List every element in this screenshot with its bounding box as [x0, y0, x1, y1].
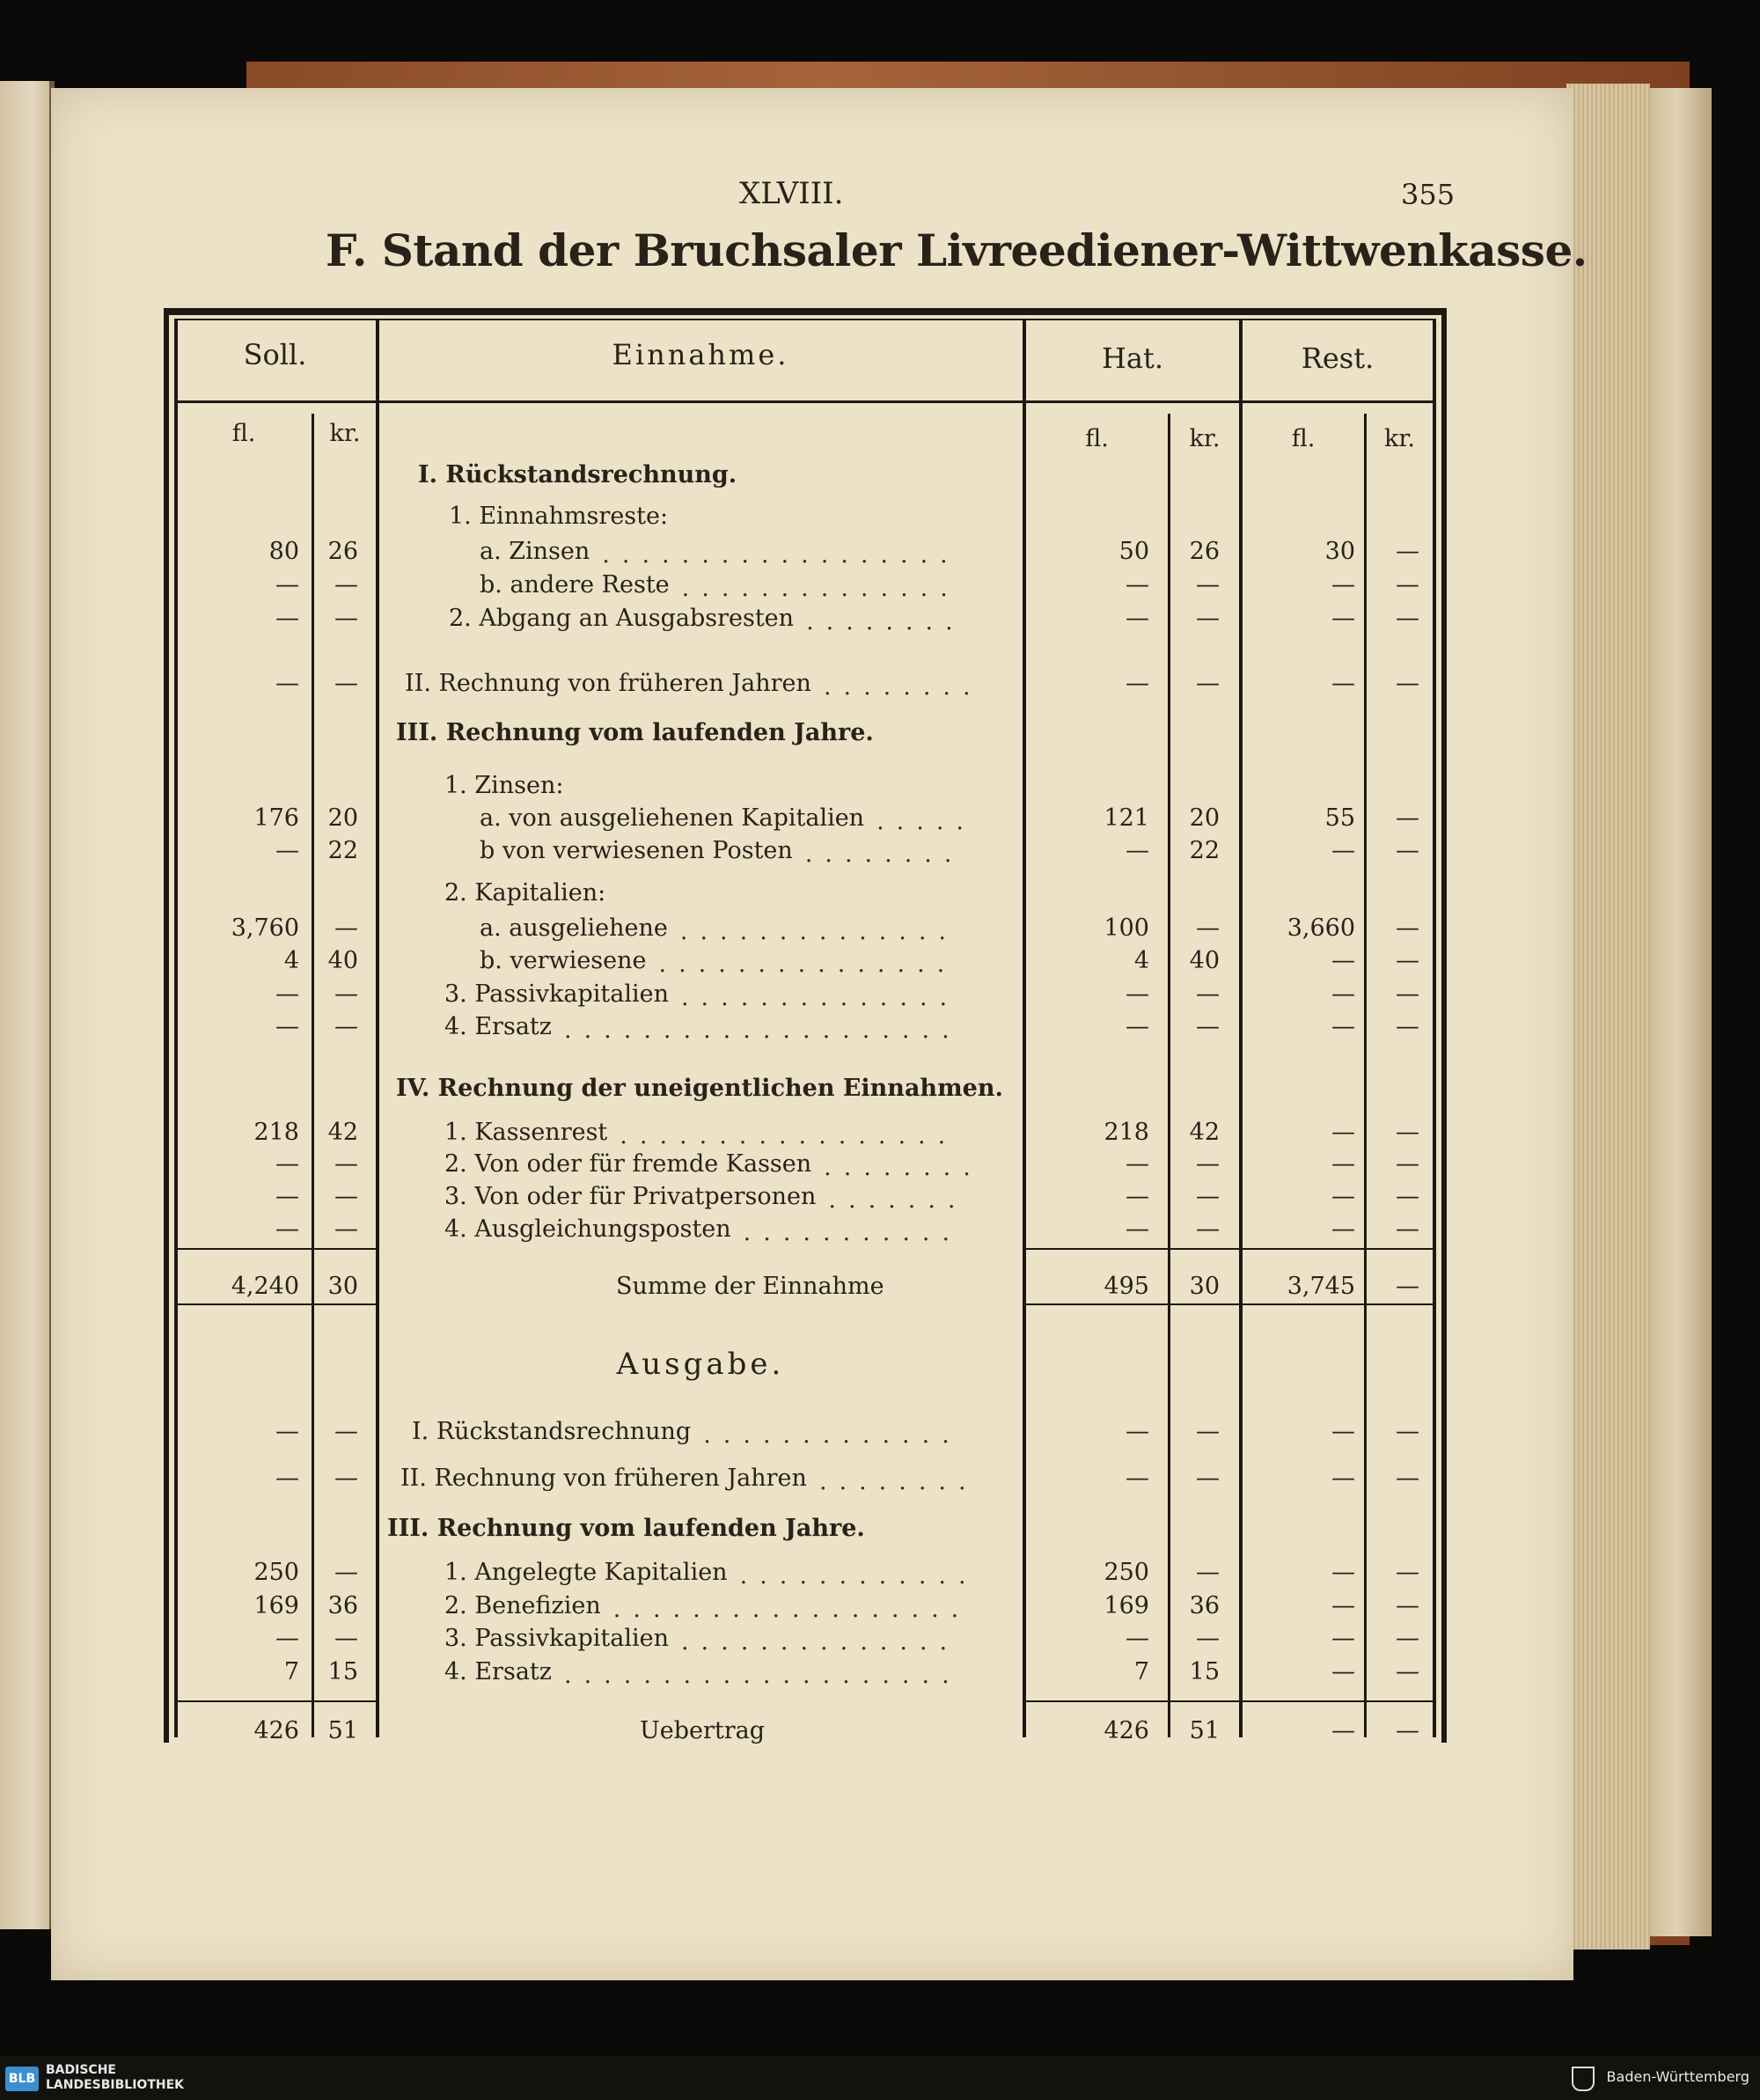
ausgabe-row-3-h-fl: 250	[1104, 1559, 1149, 1586]
ausgabe-row-4-s-fl: 169	[253, 1592, 299, 1619]
ausgabe-row-1-s-fl: —	[275, 1465, 299, 1492]
row-12-s-kr: 40	[327, 947, 358, 974]
row-12-leader: ...............	[658, 951, 957, 978]
row-5-r-fl: —	[1331, 670, 1355, 697]
ausgabe-row-1-s-kr: —	[334, 1465, 358, 1492]
carry-row-h-kr: 51	[1189, 1717, 1220, 1744]
row-16-h-fl: 218	[1104, 1119, 1149, 1146]
ausgabe-row-6-leader: ....................	[564, 1662, 962, 1689]
ausgabe-row-6-label: 4. Ersatz	[444, 1658, 552, 1685]
ausgabe-row-1-leader: ........	[818, 1468, 979, 1495]
row-9-r-fl: —	[1331, 837, 1355, 864]
row-4-label: 2. Abgang an Ausgabsresten	[449, 605, 795, 632]
row-12-r-kr: —	[1396, 947, 1419, 974]
row-18-leader: .......	[828, 1186, 968, 1214]
row-14-label: 4. Ersatz	[444, 1013, 552, 1040]
row-3-s-fl: —	[275, 571, 299, 598]
library-name: BADISCHE LANDESBIBLIOTHEK	[46, 2063, 185, 2092]
ausgabe-row-1-r-fl: —	[1331, 1465, 1355, 1492]
row-2-h-kr: 26	[1189, 538, 1220, 565]
row-16-h-kr: 42	[1189, 1119, 1220, 1146]
row-9-h-kr: 22	[1189, 837, 1220, 864]
ausgabe-row-6-h-kr: 15	[1189, 1658, 1220, 1685]
row-12-s-fl: 4	[283, 947, 299, 974]
row-13-s-fl: —	[275, 980, 299, 1008]
row-13-label: 3. Passivkapitalien	[444, 980, 669, 1008]
row-16-r-kr: —	[1396, 1119, 1419, 1146]
sum-row-s-kr: 30	[327, 1273, 358, 1300]
ausgabe-row-3-s-fl: 250	[253, 1559, 299, 1586]
row-2-r-kr: —	[1396, 538, 1419, 565]
row-8-leader: .....	[876, 808, 976, 835]
row-19-s-fl: —	[275, 1215, 299, 1243]
row-2-leader: ..................	[602, 541, 960, 569]
row-11-leader: ..............	[679, 918, 959, 945]
row-4-r-fl: —	[1331, 605, 1355, 632]
col-soll-fl: fl.	[231, 420, 256, 447]
row-14-r-kr: —	[1396, 1013, 1419, 1040]
col-rest: Rest.	[1301, 341, 1375, 375]
row-3-r-kr: —	[1396, 571, 1419, 598]
ausgabe-row-4-label: 2. Benefizien	[444, 1592, 601, 1619]
page-edges	[1566, 84, 1650, 1949]
row-3-h-kr: —	[1196, 571, 1220, 598]
row-14-h-fl: —	[1126, 1013, 1149, 1040]
col-rest-kr: kr.	[1384, 425, 1415, 452]
row-18-s-kr: —	[334, 1183, 358, 1210]
ausgabe-row-5-h-kr: —	[1196, 1625, 1220, 1652]
ausgabe-row-4-s-kr: 36	[327, 1592, 358, 1619]
row-18-label: 3. Von oder für Privatpersonen	[444, 1183, 817, 1210]
sum-row-r-kr: —	[1396, 1273, 1419, 1300]
carry-row-r-kr: —	[1396, 1717, 1419, 1744]
row-9-s-fl: —	[275, 837, 299, 864]
row-17-r-fl: —	[1331, 1150, 1355, 1178]
row-17-h-fl: —	[1126, 1150, 1149, 1178]
ausgabe-row-3-h-kr: —	[1196, 1559, 1220, 1586]
row-16-s-kr: 42	[327, 1119, 358, 1146]
ausgabe-row-1-label: II. Rechnung von früheren Jahren	[400, 1465, 807, 1492]
row-17-label: 2. Von oder für fremde Kassen	[444, 1150, 812, 1178]
ausgabe-row-5-leader: ..............	[680, 1628, 960, 1656]
row-19-r-fl: —	[1331, 1215, 1355, 1243]
row-4-leader: ........	[806, 608, 965, 635]
row-18-s-fl: —	[275, 1183, 299, 1210]
col-einnahme: Einnahme.	[612, 338, 789, 371]
row-5-leader: ........	[823, 673, 983, 701]
row-16-s-fl: 218	[253, 1119, 299, 1146]
coat-of-arms-icon	[1572, 2067, 1595, 2091]
ausgabe-row-6-r-fl: —	[1331, 1658, 1355, 1685]
ausgabe-row-4-r-fl: —	[1331, 1592, 1355, 1619]
row-2-s-kr: 26	[327, 538, 358, 565]
row-11-h-fl: 100	[1104, 914, 1149, 942]
page-title: F. Stand der Bruchsaler Livreediener-Wittwenkasse.	[326, 224, 1588, 276]
ausgabe-row-3-s-kr: —	[334, 1559, 358, 1586]
ausgabe-row-3-label: 1. Angelegte Kapitalien	[444, 1559, 728, 1586]
ausgabe-row-0-s-fl: —	[275, 1418, 299, 1445]
footer-bar	[0, 2056, 1760, 2100]
row-12-r-fl: —	[1331, 947, 1355, 974]
ausgabe-row-4-r-kr: —	[1396, 1592, 1419, 1619]
row-1-label: 1. Einnahmsreste:	[449, 503, 669, 530]
row-11-s-fl: 3,760	[231, 914, 299, 942]
carry-row-s-kr: 51	[327, 1717, 358, 1744]
row-13-leader: ..............	[680, 984, 960, 1011]
row-4-h-kr: —	[1196, 605, 1220, 632]
row-9-label: b von verwiesenen Posten	[480, 837, 793, 864]
row-11-label: a. ausgeliehene	[480, 914, 668, 942]
row-18-h-kr: —	[1196, 1183, 1220, 1210]
row-2-r-fl: 30	[1324, 538, 1355, 565]
row-14-h-kr: —	[1196, 1013, 1220, 1040]
section-number: XLVIII.	[739, 176, 844, 211]
row-8-r-kr: —	[1396, 804, 1419, 832]
carry-row-s-fl: 426	[253, 1717, 299, 1744]
ausgabe-row-5-label: 3. Passivkapitalien	[444, 1625, 669, 1652]
row-13-h-fl: —	[1126, 980, 1149, 1008]
sum-row-s-fl: 4,240	[231, 1273, 299, 1300]
ausgabe-row-5-r-fl: —	[1331, 1625, 1355, 1652]
ausgabe-heading: Ausgabe.	[616, 1347, 785, 1382]
row-8-h-kr: 20	[1189, 804, 1220, 832]
row-9-h-fl: —	[1126, 837, 1149, 864]
ausgabe-row-3-leader: ............	[739, 1562, 979, 1590]
ausgabe-row-1-h-fl: —	[1126, 1465, 1149, 1492]
row-2-h-fl: 50	[1118, 538, 1149, 565]
row-19-h-kr: —	[1196, 1215, 1220, 1243]
row-2-s-fl: 80	[268, 538, 299, 565]
row-4-s-kr: —	[334, 605, 358, 632]
row-5-label: II. Rechnung von früheren Jahren	[405, 670, 811, 697]
row-19-leader: ...........	[743, 1219, 963, 1246]
row-11-s-kr: —	[334, 914, 358, 942]
row-16-r-fl: —	[1331, 1119, 1355, 1146]
ausgabe-row-1-h-kr: —	[1196, 1465, 1220, 1492]
row-14-r-fl: —	[1331, 1013, 1355, 1040]
row-5-h-kr: —	[1196, 670, 1220, 697]
row-19-h-fl: —	[1126, 1215, 1149, 1243]
row-19-r-kr: —	[1396, 1215, 1419, 1243]
col-hat: Hat.	[1101, 341, 1163, 375]
col-rest-fl: fl.	[1291, 425, 1316, 452]
row-17-s-fl: —	[275, 1150, 299, 1178]
ausgabe-row-2-label: III. Rechnung vom laufenden Jahre.	[387, 1515, 865, 1542]
row-5-s-fl: —	[275, 670, 299, 697]
ausgabe-row-0-r-fl: —	[1331, 1418, 1355, 1445]
ausgabe-row-0-label: I. Rückstandsrechnung	[412, 1418, 692, 1445]
row-5-r-kr: —	[1396, 670, 1419, 697]
sum-row-label: Summe der Einnahme	[616, 1273, 884, 1300]
row-10-label: 2. Kapitalien:	[444, 879, 606, 907]
ausgabe-row-4-h-kr: 36	[1189, 1592, 1220, 1619]
ausgabe-row-0-r-kr: —	[1396, 1418, 1419, 1445]
row-2-label: a. Zinsen	[480, 538, 590, 565]
row-18-r-kr: —	[1396, 1183, 1419, 1210]
ausgabe-row-4-leader: ..................	[612, 1596, 972, 1623]
row-13-h-kr: —	[1196, 980, 1220, 1008]
row-14-s-kr: —	[334, 1013, 358, 1040]
row-12-h-kr: 40	[1189, 947, 1220, 974]
row-13-r-fl: —	[1331, 980, 1355, 1008]
row-18-h-fl: —	[1126, 1183, 1149, 1210]
row-4-h-fl: —	[1126, 605, 1149, 632]
ausgabe-row-3-r-kr: —	[1396, 1559, 1419, 1586]
sum-row-h-fl: 495	[1104, 1273, 1149, 1300]
ausgabe-row-5-h-fl: —	[1126, 1625, 1149, 1652]
row-8-label: a. von ausgeliehenen Kapitalien	[480, 804, 865, 832]
ausgabe-row-6-s-fl: 7	[283, 1658, 299, 1685]
ausgabe-row-0-leader: .............	[703, 1421, 962, 1449]
ausgabe-row-0-h-fl: —	[1126, 1418, 1149, 1445]
state-name: Baden-Württemberg	[1606, 2068, 1749, 2085]
row-13-s-kr: —	[334, 980, 358, 1008]
row-17-r-kr: —	[1396, 1150, 1419, 1178]
col-hat-fl: fl.	[1085, 425, 1109, 452]
ausgabe-row-0-s-kr: —	[334, 1418, 358, 1445]
ausgabe-row-0-h-kr: —	[1196, 1418, 1220, 1445]
ausgabe-row-5-s-fl: —	[275, 1625, 299, 1652]
row-9-s-kr: 22	[327, 837, 358, 864]
row-19-label: 4. Ausgleichungsposten	[444, 1215, 731, 1243]
book-board	[1641, 88, 1712, 1936]
row-16-label: 1. Kassenrest	[444, 1119, 608, 1146]
row-4-r-kr: —	[1396, 605, 1419, 632]
row-12-label: b. verwiesene	[480, 947, 647, 974]
row-3-s-kr: —	[334, 571, 358, 598]
ausgabe-row-3-r-fl: —	[1331, 1559, 1355, 1586]
row-14-s-fl: —	[275, 1013, 299, 1040]
col-soll: Soll.	[243, 338, 307, 371]
ausgabe-row-1-r-kr: —	[1396, 1465, 1419, 1492]
row-14-leader: ....................	[564, 1017, 962, 1044]
blb-logo: BLB	[5, 2067, 39, 2091]
row-9-leader: ........	[804, 841, 964, 868]
row-8-r-fl: 55	[1324, 804, 1355, 832]
col-soll-kr: kr.	[329, 420, 361, 447]
row-17-leader: ........	[824, 1154, 983, 1181]
row-7-label: 1. Zinsen:	[444, 772, 564, 799]
row-3-label: b. andere Reste	[480, 571, 670, 598]
sum-row-h-kr: 30	[1189, 1273, 1220, 1300]
row-17-h-kr: —	[1196, 1150, 1220, 1178]
ausgabe-row-6-s-kr: 15	[327, 1658, 358, 1685]
ausgabe-row-5-s-kr: —	[334, 1625, 358, 1652]
ausgabe-row-4-h-fl: 169	[1104, 1592, 1149, 1619]
row-3-leader: ..............	[681, 575, 960, 602]
page-number: 355	[1401, 178, 1456, 211]
row-17-s-kr: —	[334, 1150, 358, 1178]
row-3-h-fl: —	[1126, 571, 1149, 598]
carry-row-h-fl: 426	[1104, 1717, 1149, 1744]
row-6-label: III. Rechnung vom laufenden Jahre.	[396, 719, 874, 746]
facing-page	[0, 81, 55, 1929]
row-3-r-fl: —	[1331, 571, 1355, 598]
col-hat-kr: kr.	[1189, 425, 1221, 452]
row-0-label: I. Rückstandsrechnung.	[418, 461, 737, 488]
row-5-s-kr: —	[334, 670, 358, 697]
carry-row-r-fl: —	[1331, 1717, 1355, 1744]
sum-row-r-fl: 3,745	[1287, 1273, 1355, 1300]
ausgabe-row-5-r-kr: —	[1396, 1625, 1419, 1652]
row-18-r-fl: —	[1331, 1183, 1355, 1210]
row-13-r-kr: —	[1396, 980, 1419, 1008]
row-11-h-kr: —	[1196, 914, 1220, 942]
row-16-leader: .................	[620, 1122, 958, 1149]
row-12-h-fl: 4	[1133, 947, 1149, 974]
row-15-label: IV. Rechnung der uneigentlichen Einnahmen.	[396, 1075, 1003, 1102]
row-8-s-kr: 20	[327, 804, 358, 832]
carry-row-label: Uebertrag	[640, 1717, 766, 1744]
ausgabe-row-6-h-fl: 7	[1133, 1658, 1149, 1685]
ausgabe-row-6-r-kr: —	[1396, 1658, 1419, 1685]
row-8-h-fl: 121	[1104, 804, 1149, 832]
row-19-s-kr: —	[334, 1215, 358, 1243]
row-5-h-fl: —	[1126, 670, 1149, 697]
row-8-s-fl: 176	[253, 804, 299, 832]
row-9-r-kr: —	[1396, 837, 1419, 864]
row-4-s-fl: —	[275, 605, 299, 632]
row-11-r-kr: —	[1396, 914, 1419, 942]
row-11-r-fl: 3,660	[1287, 914, 1355, 942]
